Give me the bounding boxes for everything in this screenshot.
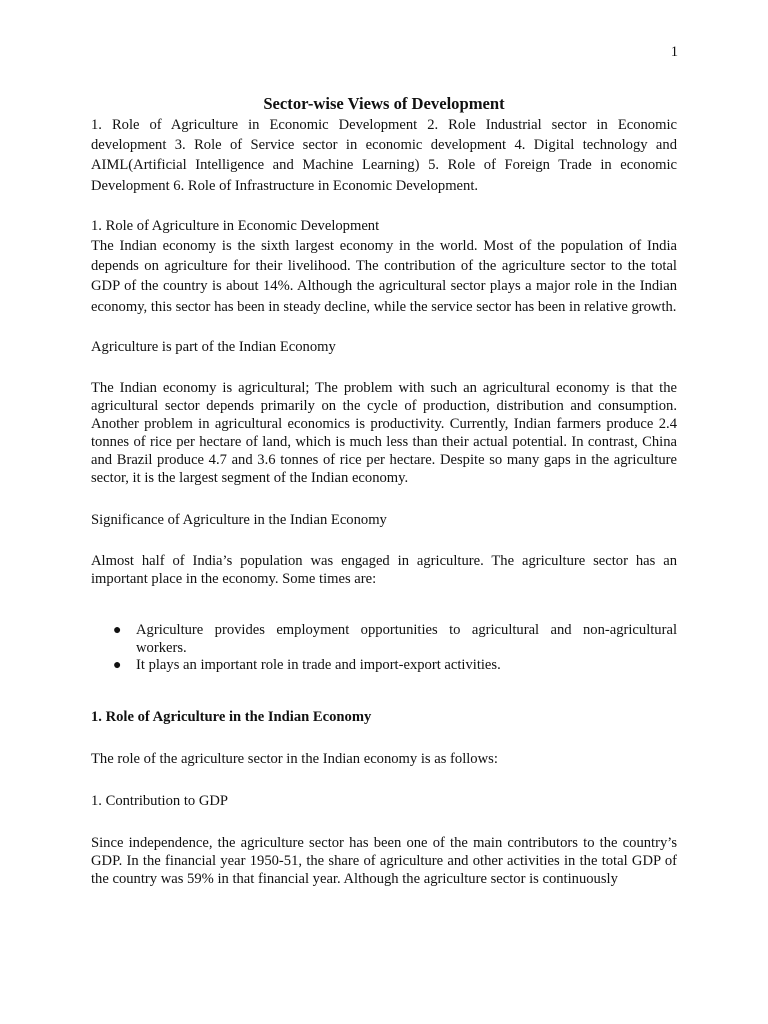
page-title: Sector-wise Views of Development <box>263 94 505 113</box>
significance-bullet-list <box>91 622 677 674</box>
section-heading-agriculture: 1. Role of Agriculture in Economic Development <box>91 217 380 234</box>
page-content <box>91 93 677 888</box>
paragraph-agriculture-part: The Indian economy is agricultural; The problem with such an agricultural economy is that the agricultural sector depends primarily on the cycle of production, distribution and consumption. Another problem in agricultural economics is productivity. Currently, Indian farmers produce 2.4 tonnes of rice per hectare of land, which is much less than their actual potential. In contrast, China and Brazil produce 4.7 and 3.6 tonnes of rice per hectare. Despite so many gaps in the agriculture sector, it is the largest segment of the Indian economy. <box>91 380 677 487</box>
list-item <box>91 657 677 674</box>
list-item <box>91 622 677 657</box>
intro-paragraph: 1. Role of Agriculture in Economic Development 2. Role Industrial sector in Economic development 3. Role of Service sector in economic development 4. Digital technology and AIML(Artificial Intelligence and Machine Learning) 5. Role of Foreign Trade in economic Development 6. Role of Infrastructure in Economic Development. <box>91 117 677 194</box>
page-number: 1 <box>670 44 678 60</box>
section-paragraph-agriculture: The Indian economy is the sixth largest economy in the world. Most of the population of India depends on agriculture for their livelihood. The contribution of the agriculture sector to the total GDP of the country is about 14%. Although the agricultural sector plays a major role in the Indian economy, this sector has been in steady decline, while the service sector has been in relative growth. <box>91 238 677 315</box>
heading-role-of-agriculture: 1. Role of Agriculture in the Indian Economy <box>91 709 372 726</box>
paragraph-gdp-contribution: Since independence, the agriculture sector has been one of the main contributors to the country’s GDP. In the financial year 1950-51, the share of agriculture and other activities in the total GDP of the country was 59% in that financial year. Although the agriculture sector is continuously <box>91 835 677 888</box>
subheading-gdp-contribution: 1. Contribution to GDP <box>91 792 229 809</box>
bullet-icon: ● <box>113 658 122 674</box>
subheading-agriculture-part: Agriculture is part of the Indian Economy <box>91 338 336 355</box>
paragraph-role-intro: The role of the agriculture sector in the Indian economy is as follows: <box>91 750 498 767</box>
subheading-significance: Significance of Agriculture in the Indian Economy <box>91 512 387 529</box>
list-item-text: It plays an important role in trade and import-export activities. <box>136 657 501 674</box>
list-item-text: Agriculture provides employment opportunities to agricultural and non-agricultural workers. <box>136 622 677 656</box>
paragraph-significance: Almost half of India’s population was engaged in agriculture. The agriculture sector has an important place in the economy. Some times are: <box>91 553 677 588</box>
bullet-icon: ● <box>113 623 122 639</box>
